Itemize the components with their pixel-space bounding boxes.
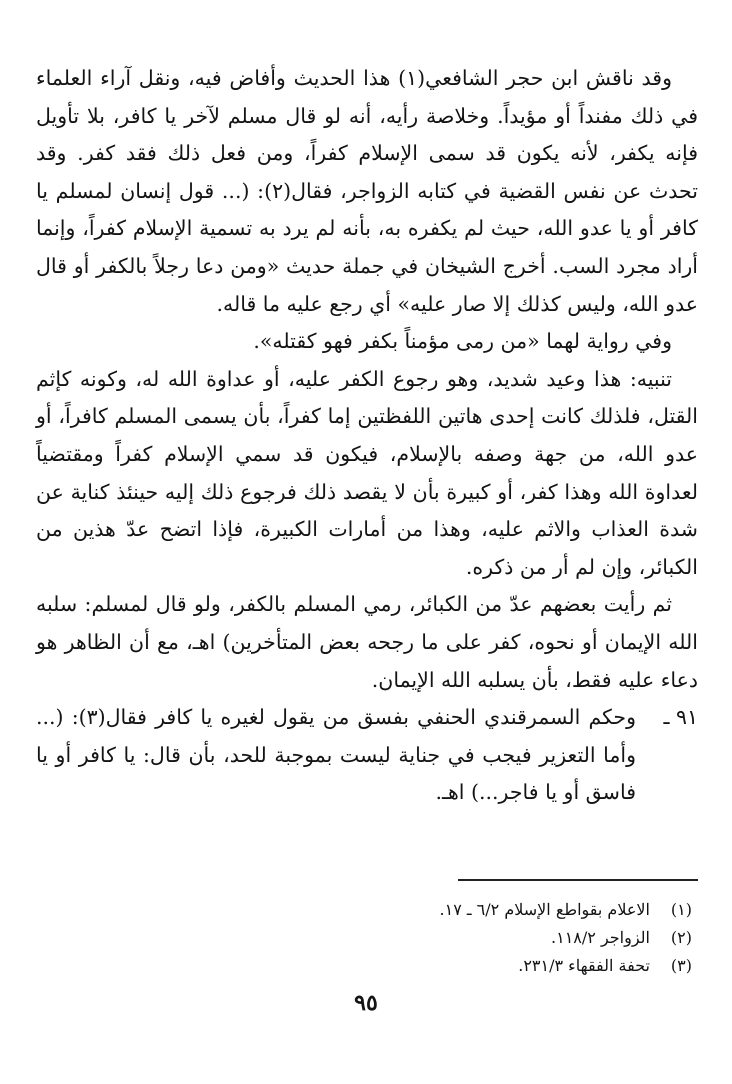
- paragraph-riwaya: وفي رواية لهما «من رمى مؤمناً بكفر فهو كقتله».: [253, 329, 672, 354]
- footnote-3: [52, 952, 692, 980]
- footnote-2: [52, 924, 692, 952]
- footnote-text: الزواجر ١١٨/٢.: [551, 928, 650, 947]
- footnote-1: [52, 896, 692, 924]
- item-number: ٩١ ـ: [663, 705, 698, 730]
- footnote-text: الاعلام بقواطع الإسلام ٦/٢ ـ ١٧.: [439, 900, 650, 919]
- footnote-text: تحفة الفقهاء ٢٣١/٣.: [518, 956, 650, 975]
- paragraph-tanbih: تنبيه: هذا وعيد شديد، وهو رجوع الكفر عليه، أو عداوة الله له، وكونه كإثم القتل، فلذلك كانت إحدى هاتين اللفظتين إما كفراً، بأن يسمى المسلم كافراً، أو عدو الله، من جهة وصفه بالإسلام، فيكون قد سمي الإسلام كفراً ومقتضياً لعداوة الله وهذا كفر، أو كبيرة بأن لا يقصد ذلك فرجوع ذلك إليه حينئذ كناية عن شدة العذاب والاثم عليه، وهذا من أمارات الكبيرة، فإذا اتضح عدّ هذين من الكبائر، وإن لم أر من ذكره.: [36, 366, 698, 579]
- paragraph-kabair: ثم رأيت بعضهم عدّ من الكبائر، رمي المسلم بالكفر، ولو قال لمسلم: سلبه الله الإيمان أو نحوه، كفر على ما رجحه بعض المتأخرين) اهـ، مع أن الظاهر هو دعاء عليه فقط، بأن يسلبه الله الإيمان.: [36, 592, 698, 692]
- numbered-item-91: [36, 699, 698, 812]
- page-number: ٩٥: [354, 990, 378, 1016]
- item-text: وحكم السمرقندي الحنفي بفسق من يقول لغيره يا كافر فقال(٣): (... وأما التعزير فيجب في جناية ليست بموجبة للحد، بأن قال: يا كافر أو يا فاسق أو يا فاجر...) اهـ.: [36, 705, 637, 805]
- paragraph-ibn-hajar: وقد ناقش ابن حجر الشافعي(١) هذا الحديث وأفاض فيه، ونقل آراء العلماء في ذلك مفنداً أو مؤيداً. وخلاصة رأيه، أنه لو قال مسلم لآخر يا كافر، بلا تأويل فإنه يكفر، لأنه يكون قد سمى الإسلام كفراً، ومن فعل ذلك فقد كفر. وقد تحدث عن نفس القضية في كتابه الزواجر، فقال(٢): (... قول إنسان لمسلم يا كافر أو يا عدو الله، حيث لم يكفره به، بأنه لم يرد به تسمية الإسلام كفراً، وإنما أراد مجرد السب. أخرج الشيخان في جملة حديث «ومن دعا رجلاً بالكفر أو قال عدو الله، وليس كذلك إلا صار عليه» أي رجع عليه ما قاله.: [36, 66, 698, 316]
- footnote-mark: (٣): [670, 956, 692, 975]
- footnote-mark: (١): [670, 900, 692, 919]
- footnote-mark: (٢): [670, 928, 692, 947]
- footnote-divider: [458, 879, 698, 881]
- footnotes: [52, 896, 692, 980]
- body-text: [36, 60, 698, 812]
